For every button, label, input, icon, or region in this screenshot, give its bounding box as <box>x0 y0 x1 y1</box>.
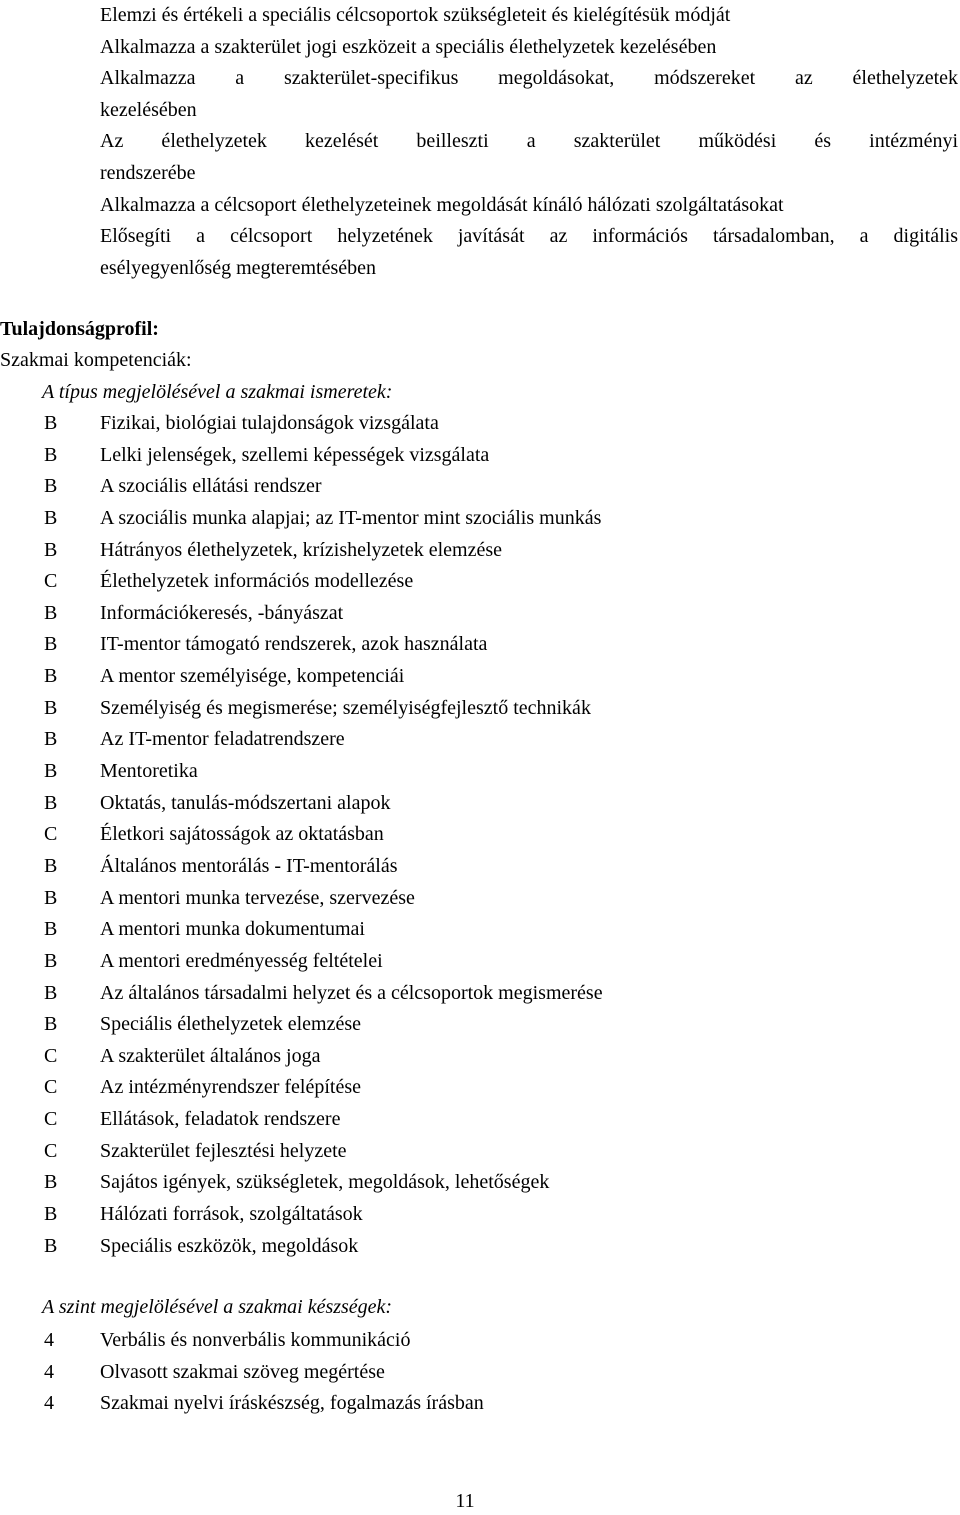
item-text: Személyiség és megismerése; személyiségfejlesztő technikák <box>100 696 591 719</box>
list-item <box>0 1199 940 1231</box>
item-text: Speciális élethelyzetek elemzése <box>100 1013 361 1036</box>
outcome-line: Alkalmazza a célcsoport élethelyzeteinek megoldását kínáló hálózati szolgáltatásokat <box>100 193 784 216</box>
list-item <box>0 978 940 1010</box>
skills-list <box>0 1325 940 1420</box>
type-code: B <box>44 506 58 529</box>
knowledge-list <box>0 408 940 1262</box>
outcome-line: esélyegyenlőség megteremtésében <box>100 256 376 279</box>
type-code: B <box>44 918 58 941</box>
item-text: Olvasott szakmai szöveg megértése <box>100 1360 385 1383</box>
list-item <box>0 1104 940 1136</box>
type-code: C <box>44 1044 58 1067</box>
item-text: Az IT-mentor feladatrendszere <box>100 728 345 751</box>
list-item <box>0 883 940 915</box>
list-item <box>0 566 940 598</box>
type-code: B <box>44 854 58 877</box>
list-item <box>0 693 940 725</box>
item-text: Oktatás, tanulás-módszertani alapok <box>100 791 391 814</box>
item-text: Általános mentorálás - IT-mentorálás <box>100 854 398 877</box>
outcome-line: Alkalmazza a szakterület jogi eszközeit a speciális élethelyzetek kezelésében <box>100 35 717 58</box>
list-item <box>0 851 940 883</box>
list-item <box>0 1009 940 1041</box>
item-text: A mentori munka tervezése, szervezése <box>100 886 415 909</box>
item-text: Információkeresés, -bányászat <box>100 601 344 624</box>
level-code: 4 <box>44 1360 54 1383</box>
page-number: 11 <box>455 1490 475 1512</box>
level-code: 4 <box>44 1392 54 1415</box>
item-text: A szakterület általános joga <box>100 1044 321 1067</box>
item-text: Élethelyzetek információs modellezése <box>100 570 414 593</box>
item-text: Életkori sajátosságok az oktatásban <box>100 823 384 846</box>
list-item <box>0 1325 940 1357</box>
list-item <box>0 1072 940 1104</box>
type-code: B <box>44 538 58 561</box>
item-text: IT-mentor támogató rendszerek, azok használata <box>100 633 488 656</box>
list-item <box>0 471 940 503</box>
outcome-line: Alkalmazza a szakterület-specifikus megoldásokat, módszereket az élethelyzetek <box>100 67 958 90</box>
list-item <box>0 914 940 946</box>
type-code: B <box>44 1171 58 1194</box>
outcome-line: Elemzi és értékeli a speciális célcsoportok szükségleteit és kielégítésük módját <box>100 4 731 26</box>
competence-label: Szakmai kompetenciák: <box>0 349 192 371</box>
list-item <box>0 1388 940 1420</box>
item-text: Szakmai nyelvi íráskészség, fogalmazás írásban <box>100 1392 484 1415</box>
outcome-list <box>100 0 958 284</box>
item-text: Fizikai, biológiai tulajdonságok vizsgálata <box>100 412 439 434</box>
profile-heading: Tulajdonságprofil: <box>0 318 159 340</box>
item-text: Sajátos igények, szükségletek, megoldások, lehetőségek <box>100 1171 550 1194</box>
outcome-line: Elősegíti a célcsoport helyzetének javítását az információs társadalomban, a digitális <box>100 225 958 248</box>
list-item <box>0 1231 940 1263</box>
list-item <box>0 629 940 661</box>
type-code: B <box>44 633 58 656</box>
outcome-line: Az élethelyzetek kezelését beilleszti a szakterület működési és intézményi <box>100 130 958 153</box>
type-code: B <box>44 1203 58 1226</box>
type-code: B <box>44 981 58 1004</box>
item-text: Mentoretika <box>100 760 198 783</box>
list-item <box>0 661 940 693</box>
item-text: Az intézményrendszer felépítése <box>100 1076 361 1099</box>
type-code: B <box>44 665 58 688</box>
list-item <box>0 756 940 788</box>
item-text: Hátrányos élethelyzetek, krízishelyzetek elemzése <box>100 538 503 561</box>
list-item <box>0 440 940 472</box>
list-item <box>0 788 940 820</box>
type-code: C <box>44 1108 58 1131</box>
type-code: B <box>44 412 58 434</box>
item-text: A szociális ellátási rendszer <box>100 475 322 498</box>
item-text: A mentori munka dokumentumai <box>100 918 365 941</box>
type-code: B <box>44 1234 58 1257</box>
item-text: A szociális munka alapjai; az IT-mentor mint szociális munkás <box>100 506 602 529</box>
type-code: B <box>44 475 58 498</box>
list-item <box>0 819 940 851</box>
item-text: Ellátások, feladatok rendszere <box>100 1108 341 1131</box>
item-text: Az általános társadalmi helyzet és a célcsoportok megismerése <box>100 981 603 1004</box>
type-code: B <box>44 696 58 719</box>
level-code: 4 <box>44 1329 54 1351</box>
type-code: B <box>44 728 58 751</box>
knowledge-section-label: A típus megjelölésével a szakmai ismeretek: <box>42 381 393 403</box>
type-code: B <box>44 443 58 466</box>
type-code: B <box>44 1013 58 1036</box>
item-text: A mentor személyisége, kompetenciái <box>100 665 405 688</box>
item-text: A mentori eredményesség feltételei <box>100 949 383 972</box>
item-text: Szakterület fejlesztési helyzete <box>100 1139 347 1162</box>
type-code: C <box>44 1139 58 1162</box>
item-text: Verbális és nonverbális kommunikáció <box>100 1329 411 1351</box>
skills-section-label: A szint megjelölésével a szakmai készségek: <box>42 1296 393 1318</box>
list-item <box>0 1167 940 1199</box>
type-code: B <box>44 791 58 814</box>
list-item <box>0 408 940 440</box>
list-item <box>0 1041 940 1073</box>
list-item <box>0 1136 940 1168</box>
type-code: B <box>44 949 58 972</box>
item-text: Lelki jelenségek, szellemi képességek vizsgálata <box>100 443 490 466</box>
type-code: C <box>44 823 58 846</box>
item-text: Hálózati források, szolgáltatások <box>100 1203 363 1226</box>
type-code: B <box>44 601 58 624</box>
list-item <box>0 724 940 756</box>
list-item <box>0 946 940 978</box>
item-text: Speciális eszközök, megoldások <box>100 1234 359 1257</box>
outcome-line: rendszerébe <box>100 161 196 184</box>
type-code: C <box>44 570 58 593</box>
list-item <box>0 535 940 567</box>
list-item <box>0 1357 940 1389</box>
type-code: B <box>44 886 58 909</box>
type-code: B <box>44 760 58 783</box>
type-code: C <box>44 1076 58 1099</box>
list-item <box>0 503 940 535</box>
list-item <box>0 598 940 630</box>
outcome-line: kezelésében <box>100 98 197 121</box>
